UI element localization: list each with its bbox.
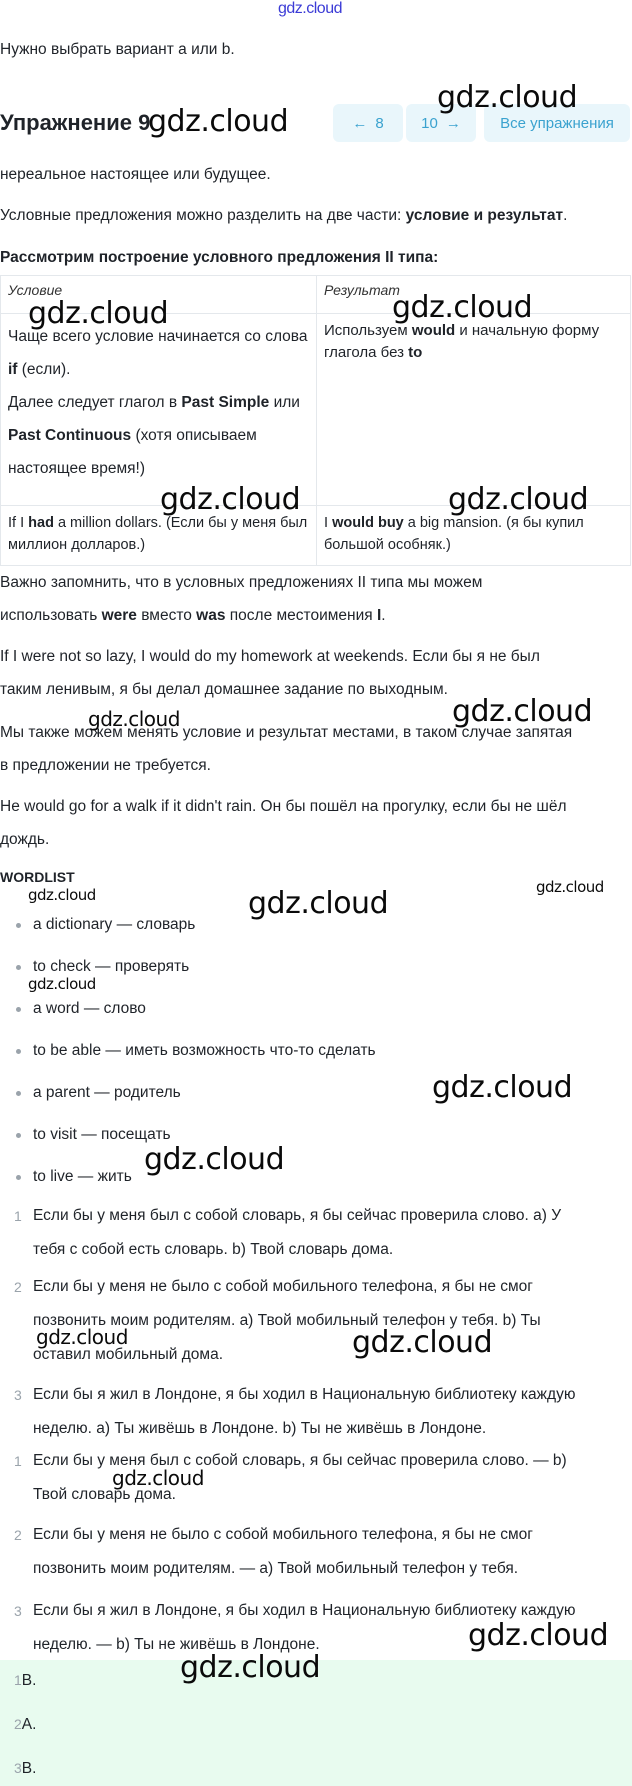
watermark: gdz.cloud bbox=[28, 975, 96, 993]
watermark: gdz.cloud bbox=[452, 694, 593, 729]
wordlist-item: a parent — родитель bbox=[16, 1084, 181, 1102]
answer-long-1: 1 Если бы у меня был с собой словарь, я бы сейчас проверила слово. — b) Твой словарь дома. bbox=[14, 1452, 567, 1503]
wordlist-item: to be able — иметь возможность что-то сделать bbox=[16, 1042, 376, 1060]
prev-label: 8 bbox=[375, 114, 384, 132]
table-cell-condition-example: If I had a million dollars. (Если бы у меня был миллион долларов.) bbox=[1, 506, 317, 566]
bullet-icon bbox=[16, 1007, 21, 1012]
note-4a: He would go for a walk if it didn't rain. Он бы пошёл на прогулку, если бы не шёл bbox=[0, 798, 567, 815]
table-cell-result-example: I would buy a big mansion. (я бы купил большой особняк.) bbox=[317, 506, 631, 566]
watermark: gdz.cloud bbox=[536, 878, 604, 896]
watermark: gdz.cloud bbox=[144, 1142, 285, 1177]
note-4b: дождь. bbox=[0, 831, 50, 848]
watermark: gdz.cloud bbox=[36, 1325, 128, 1349]
note-3a: Мы также можем менять условие и результат местами, в таком случае запятая bbox=[0, 724, 573, 741]
table-header-result: Результат bbox=[317, 276, 631, 314]
note-2b: таким ленивым, я бы делал домашнее задание по выходным. bbox=[0, 681, 448, 698]
next-label: 10 bbox=[421, 114, 438, 132]
wordlist-item: to visit — посещать bbox=[16, 1126, 171, 1144]
wordlist-item: to check — проверять bbox=[16, 958, 189, 976]
intro-text: Нужно выбрать вариант a или b. bbox=[0, 41, 235, 58]
watermark: gdz.cloud bbox=[180, 1650, 321, 1685]
task-item-1: 1 Если бы у меня был с собой словарь, я бы сейчас проверила слово. a) У тебя с собой есть словарь. b) Твой словарь дома. bbox=[14, 1207, 562, 1258]
bullet-icon bbox=[16, 1133, 21, 1138]
note-1b: использовать were вместо was после местоимения I. bbox=[0, 607, 386, 624]
watermark: gdz.cloud bbox=[160, 482, 301, 517]
table-cell-condition-rule: Чаще всего условие начинается со слова if (если). Далее следует глагол в Past Simple или Past Continuous (хотя описываем настоящее время!) bbox=[1, 314, 317, 506]
watermark: gdz.cloud bbox=[437, 80, 578, 115]
task-item-2: 2 Если бы у меня не было с собой мобильного телефона, я бы не смог позвонить моим родителям. a) Твой мобильный телефон у тебя. b) Ты оставил мобильный дома. bbox=[14, 1278, 541, 1363]
watermark: gdz.cloud bbox=[88, 707, 180, 731]
wordlist-title: WORDLIST bbox=[0, 869, 75, 885]
watermark-top: gdz.cloud bbox=[278, 0, 342, 17]
all-exercises-label: Все упражнения bbox=[500, 114, 614, 132]
arrow-left-icon: ← bbox=[352, 114, 368, 132]
arrow-right-icon: → bbox=[445, 114, 461, 132]
answer-short-1: 1B. bbox=[14, 1672, 37, 1689]
theory-line-2: Условные предложения можно разделить на две части: условие и результат. bbox=[0, 207, 568, 224]
watermark: gdz.cloud bbox=[148, 104, 289, 139]
watermark: gdz.cloud bbox=[392, 290, 533, 325]
answer-short-2: 2A. bbox=[14, 1716, 37, 1733]
wordlist-item: to live — жить bbox=[16, 1168, 132, 1186]
watermark: gdz.cloud bbox=[352, 1325, 493, 1360]
table-header-condition: Условие bbox=[1, 276, 317, 314]
watermark: gdz.cloud bbox=[112, 1466, 204, 1490]
bullet-icon bbox=[16, 1175, 21, 1180]
watermark: gdz.cloud bbox=[468, 1618, 609, 1653]
bullet-icon bbox=[16, 965, 21, 970]
note-3b: в предложении не требуется. bbox=[0, 757, 211, 774]
table-cell-result-rule: Используем would и начальную форму глагола без to bbox=[317, 314, 631, 506]
watermark: gdz.cloud bbox=[28, 296, 169, 331]
note-2a: If I were not so lazy, I would do my homework at weekends. Если бы я не был bbox=[0, 648, 540, 665]
exercise-title: Упражнение 9 bbox=[0, 110, 151, 135]
watermark: gdz.cloud bbox=[448, 482, 589, 517]
theory-line-1: нереальное настоящее или будущее. bbox=[0, 166, 271, 183]
answer-short-3: 3B. bbox=[14, 1760, 37, 1777]
wordlist-item: a word — слово bbox=[16, 1000, 146, 1018]
bullet-icon bbox=[16, 923, 21, 928]
answer-long-3: 3 Если бы я жил в Лондоне, я бы ходил в Национальную библиотеку каждую неделю. — b) Ты не живёшь в Лондоне. bbox=[14, 1602, 576, 1653]
theory-heading: Рассмотрим построение условного предложения II типа: bbox=[0, 249, 439, 266]
watermark: gdz.cloud bbox=[432, 1070, 573, 1105]
watermark: gdz.cloud bbox=[28, 886, 96, 904]
note-1a: Важно запомнить, что в условных предложениях II типа мы можем bbox=[0, 574, 483, 591]
watermark: gdz.cloud bbox=[248, 886, 389, 921]
bullet-icon bbox=[16, 1049, 21, 1054]
wordlist-item: a dictionary — словарь bbox=[16, 916, 195, 934]
answer-long-2: 2 Если бы у меня не было с собой мобильного телефона, я бы не смог позвонить моим родителям. — a) Твой мобильный телефон у тебя. bbox=[14, 1526, 533, 1577]
prev-exercise-button[interactable] bbox=[333, 104, 403, 142]
task-item-3: 3 Если бы я жил в Лондоне, я бы ходил в Национальную библиотеку каждую неделю. a) Ты живёшь в Лондоне. b) Ты не живёшь в Лондоне. bbox=[14, 1386, 576, 1437]
bullet-icon bbox=[16, 1091, 21, 1096]
